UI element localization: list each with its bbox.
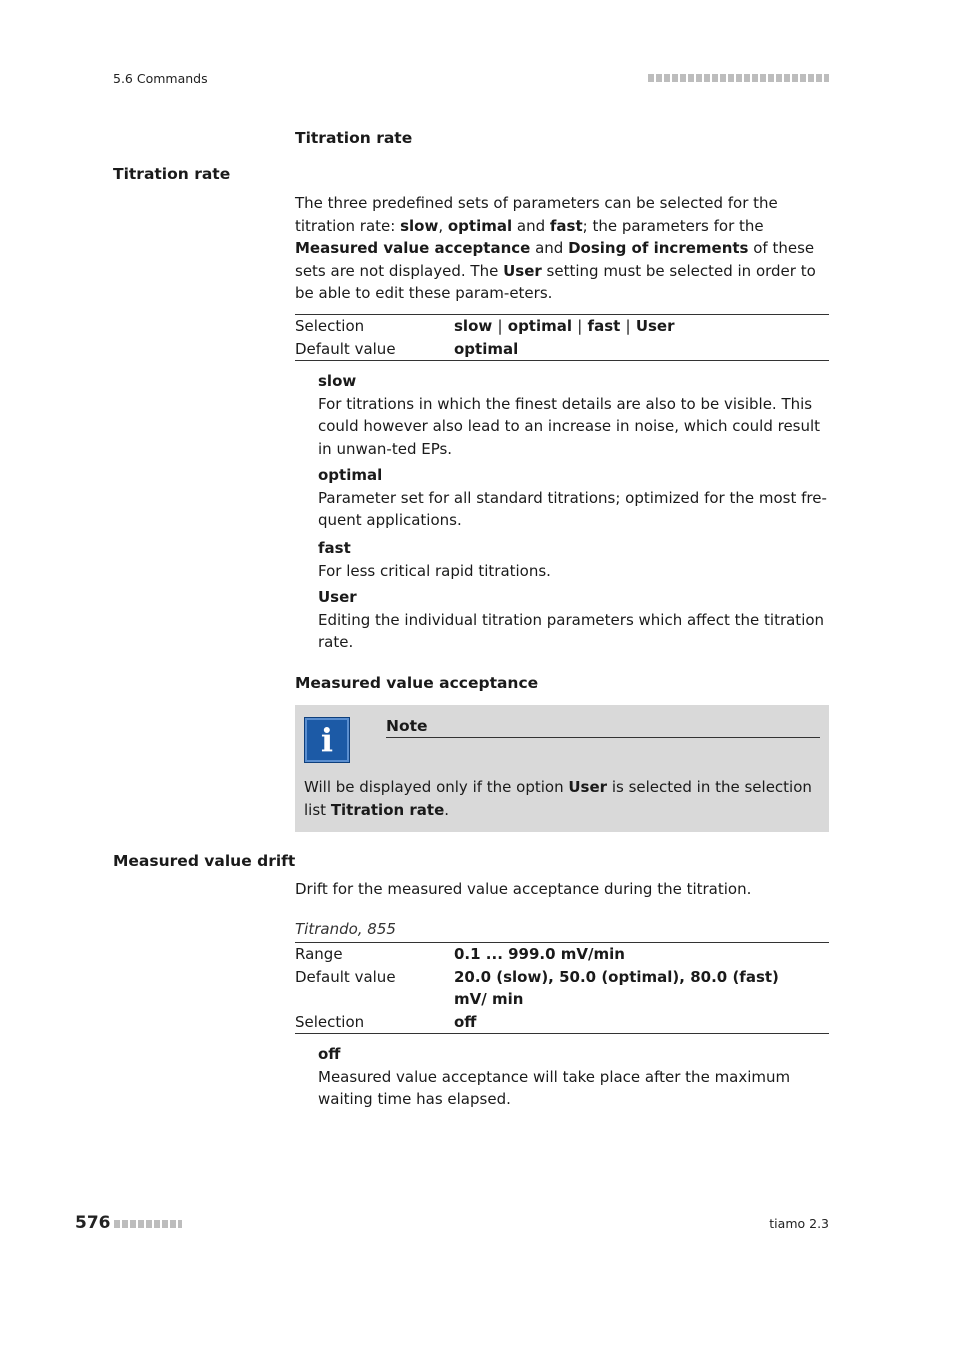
option-title: fast — [318, 539, 351, 557]
option-text: For less critical rapid titrations. — [318, 561, 551, 580]
option-title: slow — [318, 372, 357, 390]
subheading-measured-value-acceptance: Measured value acceptance — [295, 674, 539, 692]
table-value: optimal — [454, 339, 519, 358]
table-row — [295, 966, 829, 1011]
table-row — [295, 1011, 829, 1034]
option-text: Parameter set for all standard titrations; optimized for the most fre-quent applications. — [318, 488, 827, 529]
option-optimal — [318, 464, 830, 532]
titration-rate-description: The three predefined sets of parameters can be selected for the titration rate: slow, optimal and fast; the parameters for the Measured value acceptance and Dosing of increments of these sets are not displayed. The User setting must be selected in order to be able to edit these param-eters. — [295, 194, 816, 302]
table-key: Range — [295, 945, 343, 963]
option-off — [318, 1043, 830, 1111]
option-text: For titrations in which the finest details are also to be visible. This could however also lead to an increase in noise, which could result in unwan-ted EPs. — [318, 394, 821, 458]
option-user — [318, 586, 830, 654]
option-text: Measured value acceptance will take place after the maximum waiting time has elapsed. — [318, 1067, 791, 1108]
page-number: 576 — [75, 1213, 111, 1233]
header-decoration — [648, 74, 829, 82]
footer-decoration — [114, 1220, 182, 1228]
option-text: Editing the individual titration parameters which affect the titration rate. — [318, 610, 825, 651]
titration-rate-table — [295, 314, 829, 361]
option-slow — [318, 370, 830, 460]
table-value: 0.1 ... 999.0 mV/min — [454, 945, 625, 963]
info-icon: i — [304, 717, 350, 763]
heading-measured-value-drift: Measured value drift — [113, 852, 296, 870]
table-value: slow | optimal | fast | User — [454, 317, 675, 335]
footer-product: tiamo 2.3 — [769, 1216, 829, 1231]
table-key: Default value — [295, 967, 396, 986]
table-row — [295, 338, 829, 361]
note-box — [295, 705, 829, 832]
option-title: User — [318, 588, 357, 606]
option-title: optimal — [318, 466, 383, 484]
device-caption: Titrando, 855 — [295, 920, 396, 938]
note-text: Will be displayed only if the option User is selected in the selection list Titration rate. — [304, 778, 812, 819]
heading-titration-rate: Titration rate — [113, 165, 231, 183]
subheading-titration-rate: Titration rate — [295, 129, 413, 147]
table-row — [295, 943, 829, 966]
note-title: Note — [386, 715, 820, 738]
drift-table — [295, 942, 829, 1034]
table-key: Selection — [295, 317, 365, 335]
drift-description: Drift for the measured value acceptance during the titration. — [295, 880, 752, 898]
table-value: 20.0 (slow), 50.0 (optimal), 80.0 (fast) mV/ min — [454, 967, 779, 1008]
option-title: off — [318, 1045, 341, 1063]
table-key: Selection — [295, 1012, 365, 1031]
table-value: off — [454, 1012, 477, 1031]
option-fast — [318, 537, 830, 582]
table-key: Default value — [295, 339, 396, 358]
running-header-section: 5.6 Commands — [113, 71, 208, 86]
table-row — [295, 315, 829, 338]
